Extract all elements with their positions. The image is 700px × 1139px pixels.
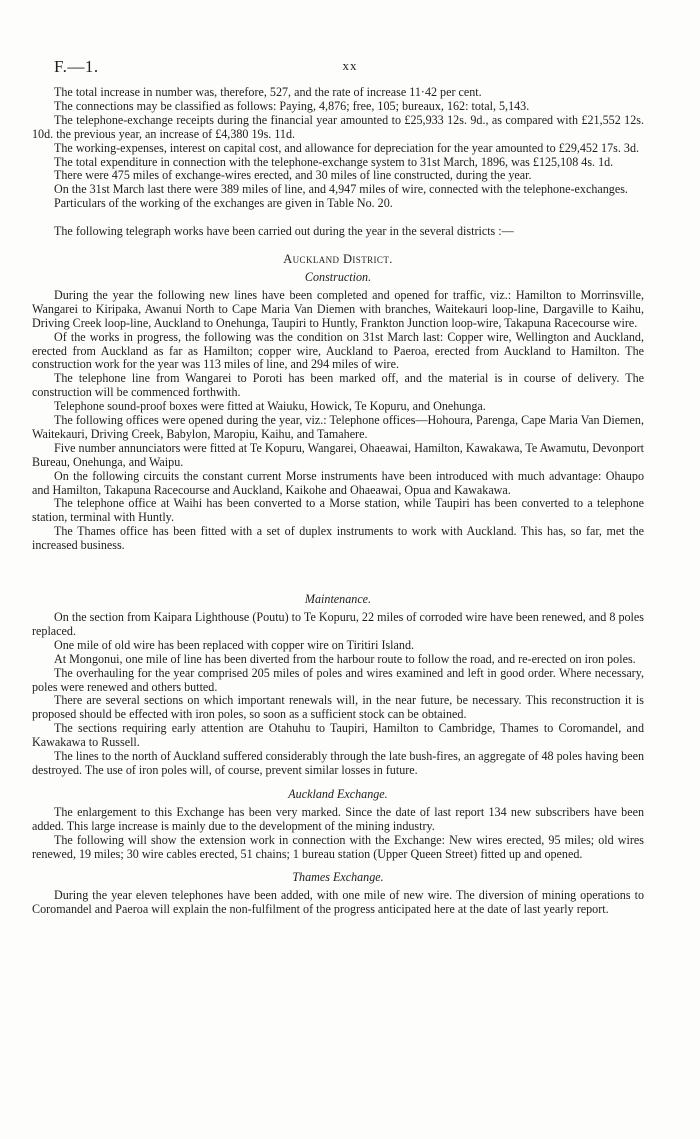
paragraph: At Mongonui, one mile of line has been diverted from the harbour route to follow the road, and re-erected on iron poles. [54,651,636,666]
intro-section [32,86,644,211]
paragraph: The telephone office at Waihi has been converted to a Morse station, while Taupiri has been converted to a telephone station, terminal with Huntly. [32,496,644,525]
paragraph: On the section from Kaipara Lighthouse (Poutu) to Te Kopuru, 22 miles of corroded wire have been renewed, and 8 poles replaced. [32,610,644,638]
paragraph: The following offices were opened during the year, viz.: Telephone offices—Hohoura, Parenga, Cape Maria Van Diemen, Waitekauri, Driving Creek, Babylon, Maropiu, Kaihu, and Tamahere. [32,413,644,441]
paragraph: The sections requiring early attention are Otahuhu to Taupiri, Hamilton to Cambridge, Thames to Coromandel, and Kawakawa to Russell. [32,721,644,750]
paragraph: There are several sections on which important renewals will, in the near future, be necessary. This reconstruction it is proposed should be effected with iron poles, so soon as a sufficient stock can be obtained. [32,693,644,722]
auckland-exchange-section [32,788,644,862]
thames-exchange-section [32,871,644,917]
paragraph: During the year the following new lines have been completed and opened for traffic, viz.: Hamilton to Morrinsville, Wangarei to Kiripaka, Awanui North to Cape Maria Van Diemen with branches, Waitekauri loop-line, Dargaville to Kaihu, Driving Creek loop-line, Auckland to Onehunga, Taupiri to Huntly, Frankton Junction loop-wire, Takapuna Racecourse wire. [32,287,644,330]
paragraph: On the following circuits the constant current Morse instruments have been introduced with much advantage: Ohaupo and Hamilton, Takapuna Racecourse and Auckland, Kaikohe and Ohaeawai, Opua and Kawakawa. [32,468,644,497]
paragraph: During the year eleven telephones have been added, with one mile of new wire. The diversion of mining operations to Coromandel and Paeroa will explain the non-fulfilment of the progress anticipated here at the date of last yearly report. [32,888,644,917]
district-title: Auckland District. [283,252,393,267]
paragraph: Telephone sound-proof boxes were fitted at Waiuku, Howick, Te Kopuru, and Onehunga. [54,399,486,414]
paragraph: Particulars of the working of the exchanges are given in Table No. 20. [54,196,393,211]
paragraph: The following will show the extension work in connection with the Exchange: New wires erected, 95 miles; old wires renewed, 19 miles; 30 wire cables erected, 51 chains; 1 bureau station (Upper Queen Street) fitted up and opened. [32,832,644,861]
section-title: Maintenance. [304,592,372,607]
paragraph: On the 31st March last there were 389 miles of line, and 4,947 miles of wire, connected with the telephone-exchanges. [54,182,628,197]
works-intro: The following telegraph works have been carried out during the year in the several districts :— [54,224,514,239]
document-reference: F.—1. [54,57,99,76]
paragraph: Of the works in progress, the following was the condition on 31st March last: Copper wire, Wellington and Auckland, erected from Auckland as far as Hamilton; copper wire, Auckland to Paeroa, erected from Auckland to Hamilton. The construction work for the year was 113 miles of line, and 294 miles of wire. [32,329,644,372]
paragraph: There were 475 miles of exchange-wires erected, and 30 miles of line constructed, during the year. [54,168,532,183]
paragraph: The enlargement to this Exchange has been very marked. Since the date of last report 134 new subscribers have been added. This large increase is mainly due to the development of the mining industry. [32,804,644,833]
section-title: Thames Exchange. [292,870,384,885]
paragraph: One mile of old wire has been replaced with copper wire on Tiritiri Island. [54,637,415,652]
paragraph: The Thames office has been fitted with a set of duplex instruments to work with Auckland. This has, so far, met the increased business. [32,524,644,553]
maintenance-section [32,593,644,778]
section-title: Auckland Exchange. [288,786,388,801]
paragraph: The total expenditure in connection with the telephone-exchange system to 31st March, 1896, was £125,108 4s. 1d. [54,154,614,169]
paragraph: The total increase in number was, therefore, 527, and the rate of increase 11·42 per cent. [54,85,482,99]
construction-section [32,271,644,553]
paragraph: The telephone line from Wangarei to Poroti has been marked off, and the material is in course of delivery. The construction will be commenced forthwith. [32,371,644,400]
paragraph: The lines to the north of Auckland suffered considerably through the late bush-fires, an aggregate of 48 poles having been destroyed. The use of iron poles will, of course, prevent similar losses in future. [32,749,644,777]
page-number: xx [342,58,358,73]
paragraph: The working-expenses, interest on capital cost, and allowance for depreciation for the year amounted to £29,452 17s. 3d. [54,140,640,155]
paragraph: Five number annunciators were fitted at Te Kopuru, Wangarei, Ohaeawai, Hamilton, Kawakawa, Te Awamutu, Devonport Bureau, Onehunga, and Waipu. [32,440,644,469]
section-title: Construction. [304,269,372,284]
document-body [32,86,644,917]
paragraph: The connections may be classified as follows: Paying, 4,876; free, 105; bureaux, 162: total, 5,143. [54,98,530,113]
paragraph: The telephone-exchange receipts during the financial year amounted to £25,933 12s. 9d., as compared with £21,552 12s. 10d. the previous year, an increase of £4,380 19s. 11d. [32,112,644,141]
paragraph: The overhauling for the year comprised 205 miles of poles and wires examined and left in good order. Where necessary, poles were renewed and others butted. [32,665,644,694]
